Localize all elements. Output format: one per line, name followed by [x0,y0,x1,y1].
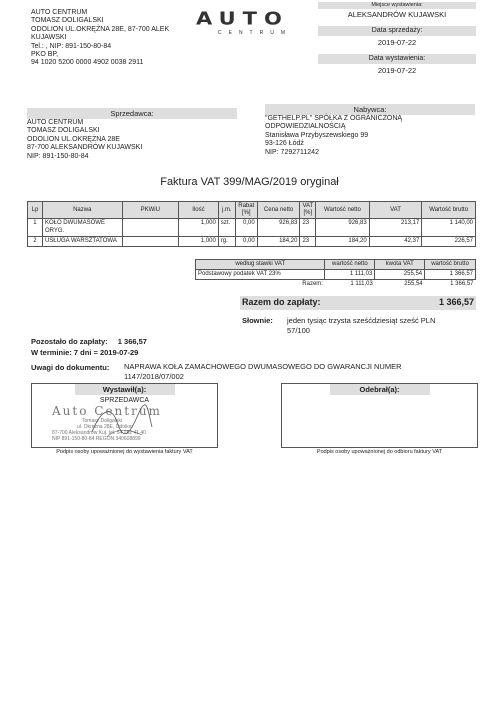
logo-sub-text: CENTRUM [218,30,292,36]
vat-total-net: 1 111,03 [350,281,373,288]
seller-header-bank-name: PKO BP, [31,50,59,58]
header-lp: Lp [28,202,43,219]
cell-vat-amount: 213,17 [369,219,422,236]
vat-total-row [196,280,476,290]
place-value: ALEKSANDRÓW KUJAWSKI [347,9,447,19]
cell-net-price: 926,83 [257,219,300,236]
receiver-caption: Podpis osoby upoważnionej do odbioru faktury VAT [316,449,443,456]
seller-block [27,108,237,161]
seller-header-city: KUJAWSKI [31,34,67,42]
cell-gross-value: 226,57 [422,236,476,246]
cell-vat-amount: 42,37 [369,236,422,246]
stamp-line-3: 87-700 Aleksandrów Kuj. tel. 54 282 41 40 [52,430,146,437]
invoice-title: Faktura VAT 399/MAG/2019 oryginał [160,176,339,188]
table-row [28,236,476,246]
vat-total-label: Razem: [302,281,323,288]
total-to-pay-bar [240,296,476,310]
issuer-signer: SPRZEDAWCA [99,397,150,404]
buyer-label: Nabywca: [265,104,475,115]
seller-line-5: NIP: 891-150-80-84 [27,152,89,160]
cell-net-price: 184,20 [257,236,300,246]
table-row [28,219,476,236]
header-pkwiu: PKWiU [122,202,179,219]
total-to-pay-value: 1 366,57 [438,297,474,307]
buyer-block [265,104,475,157]
cell-name: USŁUGA WARSZTATOWA [42,236,122,246]
vat-total-vat: 255,54 [404,281,423,288]
seller-header-address: ODOLION UL.OKRĘŻNA 28E, 87-700 ALEK [31,25,170,33]
total-to-pay-label: Razem do zapłaty: [242,297,321,307]
seller-line-1: AUTO CENTRUM [27,119,84,126]
cell-quantity: 1,000 [179,236,219,246]
header-net-price: Cena netto [257,202,300,219]
buyer-line-5: NIP: 7292711242 [265,148,319,156]
amount-in-words-label: Słownie: [242,316,273,325]
cell-discount: 0,00 [235,219,257,236]
cell-gross-value: 1 140,00 [422,219,476,236]
buyer-line-2: ODPOWIEDZIALNOŚCIĄ [265,123,346,131]
vat-net-value: 1 111,03 [325,270,375,280]
receiver-label: Odebrał(a): [330,384,430,395]
vat-header-vat: kwota VAT [375,260,425,270]
vat-summary-table [195,259,476,290]
seller-header-name: AUTO CENTRUM [31,9,88,16]
issuer-signature-box [31,383,218,456]
header-quantity: Ilość [179,202,219,219]
seller-header [31,9,169,68]
stamp-line-4: NIP 891-150-80-84 REGON 340608899 [52,436,141,443]
issue-date-box [318,54,476,77]
logo-main-text: AUTO [196,8,289,29]
remaining-to-pay-value: 1 366,57 [117,337,147,346]
vat-amount: 255,54 [375,270,425,280]
place-label: Miejsce wystawienia: [318,2,476,9]
vat-header-gross: wartość brutto [425,260,476,270]
items-header-row [28,202,476,219]
seller-line-3: ODOLION UL.OKRĘŻNA 28E [27,135,120,143]
notes-line-2: 1147/2018/07/002 [124,372,184,381]
header-unit: j.m. [218,202,235,219]
vat-header-net: wartość netto [325,260,375,270]
cell-lp: 1 [28,219,43,236]
issuer-label: Wystawił(a): [75,384,175,395]
seller-header-bank-account: 94 1020 5200 0000 4902 0038 2911 [31,59,144,67]
header-net-value: Wartość netto [316,202,370,219]
sale-date-box [318,26,476,49]
buyer-line-3: Stanisława Przybyszewskiego 99 [265,131,369,139]
header-discount: Rabat [%] [235,202,257,219]
cell-discount: 0,00 [235,236,257,246]
seller-label: Sprzedawca: [27,108,237,119]
header-vat-amount: VAT [369,202,422,219]
receiver-signature-box [281,383,478,456]
header-vat-rate: VAT [%] [300,202,316,219]
seller-line-2: TOMASZ DOLIGALSKI [27,127,100,135]
vat-rate-label: Podstawowy podatek VAT 23% [196,270,325,280]
vat-header-rate: według stawki VAT [196,260,325,270]
cell-vat-rate: 23 [300,236,316,246]
buyer-line-4: 93-126 Łódź [265,140,304,148]
cell-quantity: 1,000 [179,219,219,236]
cell-net-value: 926,83 [316,219,370,236]
place-box [318,2,476,20]
sale-date-label: Data sprzedaży: [318,26,476,36]
stamp-title: Auto Centrum [52,404,162,418]
amount-in-words-line-1: jeden tysiąc trzysta sześćdziesiąt sześć PLN [287,316,436,325]
cell-net-value: 184,20 [316,236,370,246]
seller-header-owner: TOMASZ DOLIGALSKI [31,17,104,25]
header-name: Nazwa [42,202,122,219]
notes-line-1: NAPRAWA KOŁA ZAMACHOWEGO DWUMASOWEGO DO GWARANCJI NUMER [124,362,402,371]
issue-date-value: 2019-07-22 [377,66,417,76]
amount-in-words-line-2: 57/100 [287,326,310,335]
header-gross-value: Wartość brutto [422,202,476,219]
cell-name: KOŁO DWUMASOWE ORYG. [42,219,122,236]
vat-summary-header-row [196,260,476,270]
issuer-caption: Podpis osoby upoważnionej do wystawienia faktury VAT [56,449,193,456]
cell-pkwiu [122,236,179,246]
stamp-line-1: Tomasz Doligalski [82,418,123,425]
items-table [27,201,476,247]
buyer-line-1: "GETHELP.PL" SPÓŁKA Z OGRANICZONĄ [265,115,403,122]
notes-label: Uwagi do dokumentu: [31,363,110,372]
seller-line-4: 87-700 ALEKSANDRÓW KUJAWSKI [27,144,143,152]
payment-due: W terminie: 7 dni = 2019-07-29 [31,348,139,357]
seller-header-contact: Tel.: , NIP: 891-150-80-84 [31,42,112,50]
company-logo [196,10,308,36]
remaining-to-pay-label: Pozostało do zapłaty: [31,337,108,346]
issue-date-label: Data wystawienia: [318,54,476,64]
sale-date-value: 2019-07-22 [377,38,417,48]
cell-unit: szt. [218,219,235,236]
table-row [196,270,476,280]
cell-vat-rate: 23 [300,219,316,236]
vat-gross-value: 1 366,57 [425,270,476,280]
vat-total-gross: 1 366,57 [450,281,474,288]
stamp-line-2: ul. Okrężna 28E, Odolion [77,424,133,431]
remaining-to-pay [31,337,147,346]
handwritten-signature [87,402,157,442]
cell-unit: rg. [218,236,235,246]
cell-lp: 2 [28,236,43,246]
cell-pkwiu [122,219,179,236]
